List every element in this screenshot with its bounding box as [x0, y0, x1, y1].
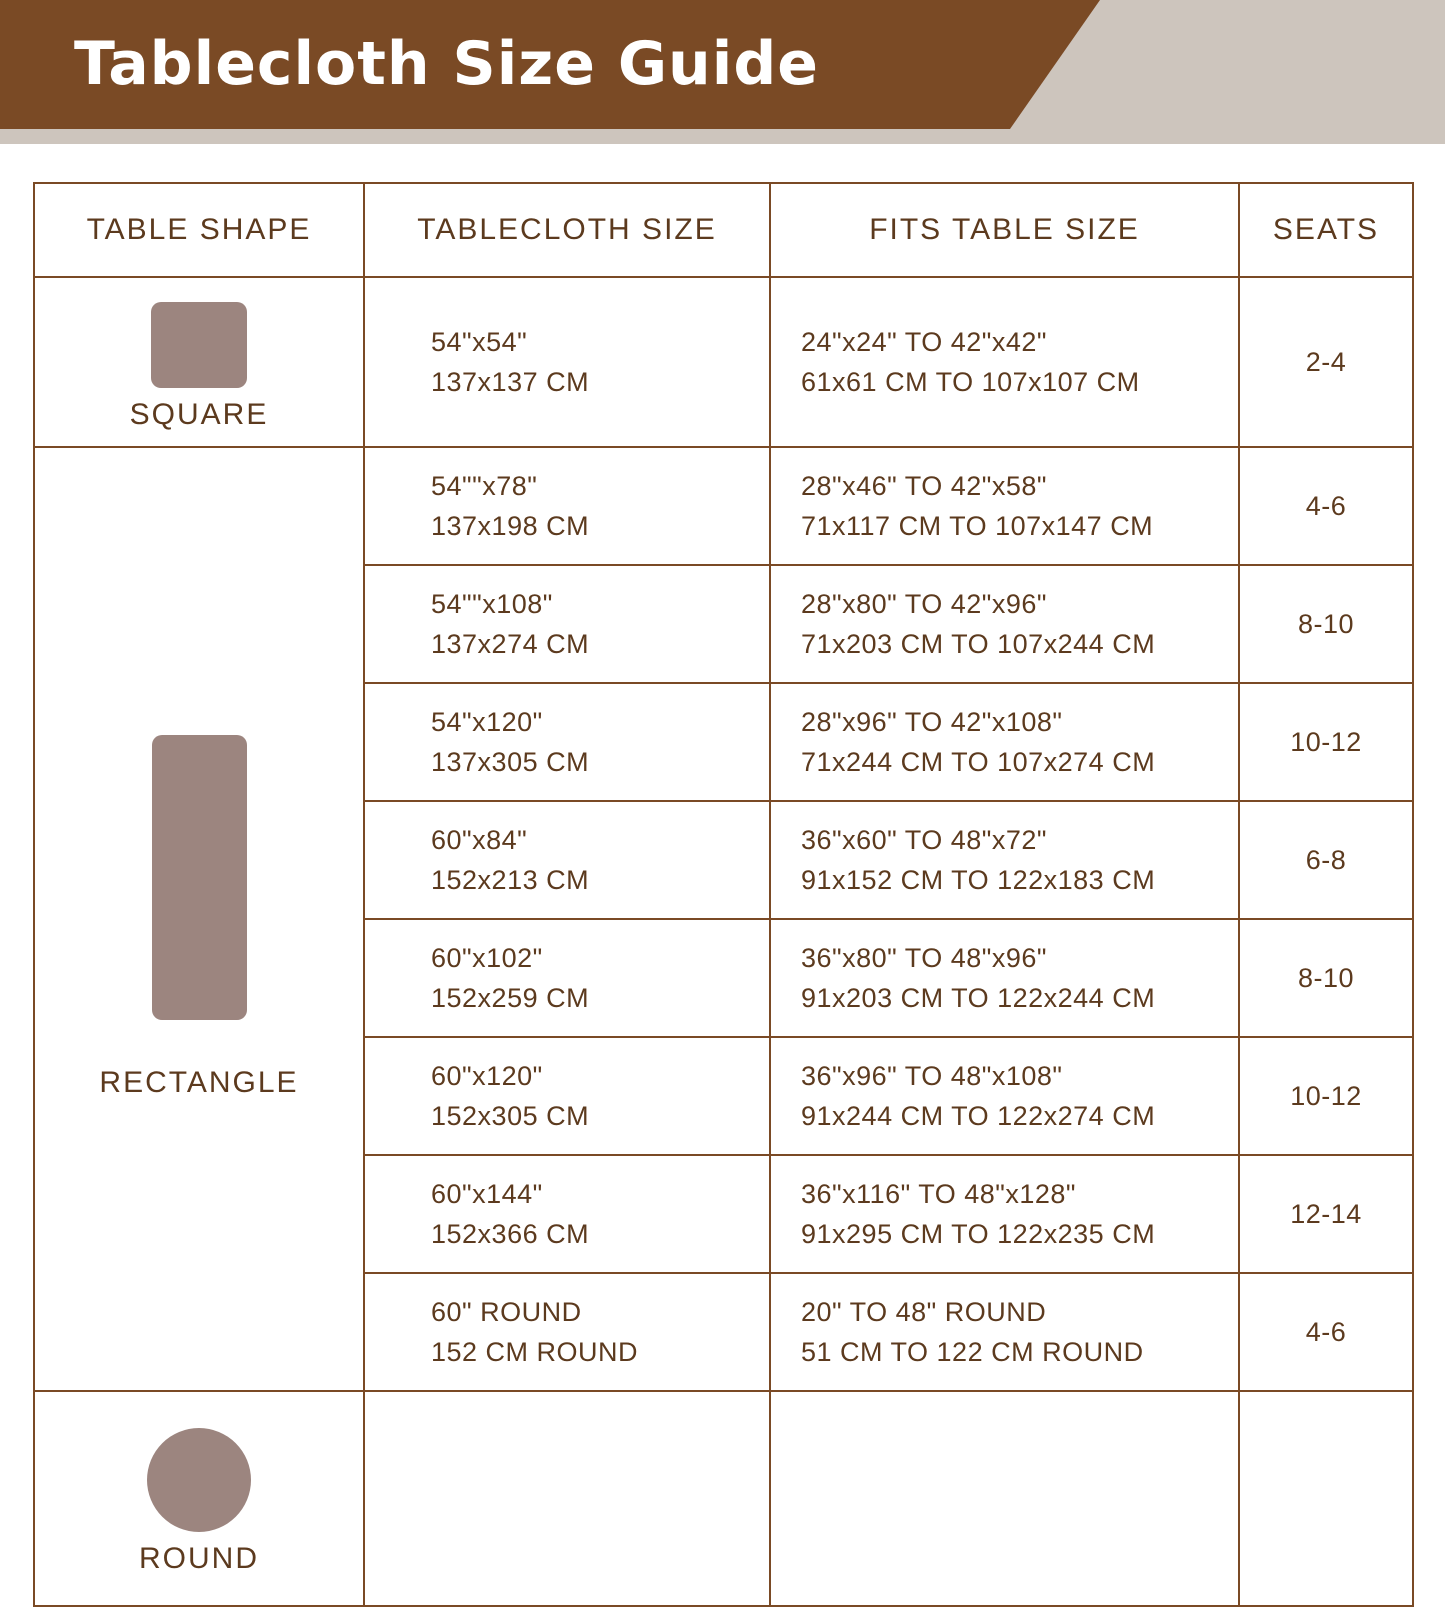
tablecloth-size-cell — [364, 1391, 770, 1606]
size-cm: 152x213 CM — [431, 865, 590, 895]
fits-inches: 24"x24" TO 42"x42" — [801, 327, 1047, 357]
shape-cell-round — [34, 1391, 364, 1606]
fits-table-size-cell — [770, 277, 1239, 447]
table-header — [34, 183, 1413, 277]
fits-inches: 28"x80" TO 42"x96" — [801, 589, 1047, 619]
tablecloth-size-cell — [364, 919, 770, 1037]
column-header-tablecloth-size: TABLECLOTH SIZE — [364, 183, 770, 277]
square-swatch-icon — [151, 302, 247, 388]
fits-inches: 36"x60" TO 48"x72" — [801, 825, 1047, 855]
size-inches: 60"x120" — [431, 1061, 543, 1091]
page-header — [0, 0, 1445, 144]
seats-cell: 8-10 — [1239, 919, 1413, 1037]
size-inches: 54"x54" — [431, 327, 528, 357]
tablecloth-size-cell — [364, 801, 770, 919]
size-cm: 152x305 CM — [431, 1101, 590, 1131]
size-cm: 152 CM ROUND — [431, 1337, 639, 1367]
fits-inches: 36"x80" TO 48"x96" — [801, 943, 1047, 973]
shape-cell-square — [34, 277, 364, 447]
tablecloth-size-cell — [364, 447, 770, 565]
seats-cell: 8-10 — [1239, 565, 1413, 683]
seats-cell: 4-6 — [1239, 447, 1413, 565]
tablecloth-size-cell — [364, 1273, 770, 1391]
tablecloth-size-cell — [364, 1037, 770, 1155]
seats-cell — [1239, 1391, 1413, 1606]
shape-label-rectangle: RECTANGLE — [99, 1065, 299, 1099]
shape-label-round: ROUND — [139, 1541, 259, 1575]
fits-table-size-cell — [770, 919, 1239, 1037]
shape-label-square: SQUARE — [129, 398, 269, 431]
seats-cell: 6-8 — [1239, 801, 1413, 919]
fits-table-size-cell — [770, 1155, 1239, 1273]
column-header-fits-table-size: FITS TABLE SIZE — [770, 183, 1239, 277]
fits-cm: 61x61 CM TO 107x107 CM — [801, 367, 1140, 397]
tablecloth-size-cell — [364, 277, 770, 447]
fits-table-size-cell — [770, 1273, 1239, 1391]
column-header-table-shape: TABLE SHAPE — [34, 183, 364, 277]
table-row — [34, 447, 1413, 565]
seats-cell: 10-12 — [1239, 683, 1413, 801]
seats-cell: 10-12 — [1239, 1037, 1413, 1155]
size-inches: 54""x108" — [431, 589, 553, 619]
seats-cell: 2-4 — [1239, 277, 1413, 447]
fits-table-size-cell — [770, 801, 1239, 919]
size-cm: 137x137 CM — [431, 367, 590, 397]
tablecloth-size-cell — [364, 1155, 770, 1273]
size-inches: 60"x102" — [431, 943, 543, 973]
circle-swatch-icon — [147, 1428, 251, 1532]
size-inches: 54""x78" — [431, 471, 538, 501]
fits-table-size-cell — [770, 683, 1239, 801]
size-inches: 54"x120" — [431, 707, 543, 737]
fits-table-size-cell — [770, 1037, 1239, 1155]
rectangle-swatch-icon — [152, 735, 247, 1020]
size-guide-table — [33, 182, 1414, 1607]
fits-inches: 36"x96" TO 48"x108" — [801, 1061, 1063, 1091]
size-cm: 137x274 CM — [431, 629, 590, 659]
shape-cell-rectangle — [34, 447, 364, 1391]
seats-cell: 12-14 — [1239, 1155, 1413, 1273]
size-cm: 152x259 CM — [431, 983, 590, 1013]
size-inches: 60" ROUND — [431, 1297, 582, 1327]
fits-table-size-cell — [770, 565, 1239, 683]
size-cm: 137x198 CM — [431, 511, 590, 541]
fits-inches: 28"x96" TO 42"x108" — [801, 707, 1063, 737]
size-cm: 152x366 CM — [431, 1219, 590, 1249]
tablecloth-size-cell — [364, 683, 770, 801]
fits-cm: 51 CM TO 122 CM ROUND — [801, 1337, 1144, 1367]
table-body — [34, 277, 1413, 1606]
size-inches: 60"x84" — [431, 825, 528, 855]
fits-cm: 91x152 CM TO 122x183 CM — [801, 865, 1156, 895]
fits-cm: 91x244 CM TO 122x274 CM — [801, 1101, 1156, 1131]
fits-inches: 20" TO 48" ROUND — [801, 1297, 1047, 1327]
size-inches: 60"x144" — [431, 1179, 543, 1209]
column-header-seats: SEATS — [1239, 183, 1413, 277]
table-header-row — [34, 183, 1413, 277]
size-cm: 137x305 CM — [431, 747, 590, 777]
size-guide-table-container — [33, 182, 1412, 1607]
fits-cm: 91x203 CM TO 122x244 CM — [801, 983, 1156, 1013]
table-row — [34, 277, 1413, 447]
fits-inches: 28"x46" TO 42"x58" — [801, 471, 1047, 501]
fits-cm: 91x295 CM TO 122x235 CM — [801, 1219, 1156, 1249]
fits-cm: 71x244 CM TO 107x274 CM — [801, 747, 1156, 777]
tablecloth-size-cell — [364, 565, 770, 683]
page-title: Tablecloth Size Guide — [74, 29, 819, 99]
table-row — [34, 1391, 1413, 1606]
fits-cm: 71x203 CM TO 107x244 CM — [801, 629, 1156, 659]
fits-table-size-cell — [770, 447, 1239, 565]
fits-cm: 71x117 CM TO 107x147 CM — [801, 511, 1154, 541]
fits-table-size-cell — [770, 1391, 1239, 1606]
fits-inches: 36"x116" TO 48"x128" — [801, 1179, 1077, 1209]
seats-cell: 4-6 — [1239, 1273, 1413, 1391]
